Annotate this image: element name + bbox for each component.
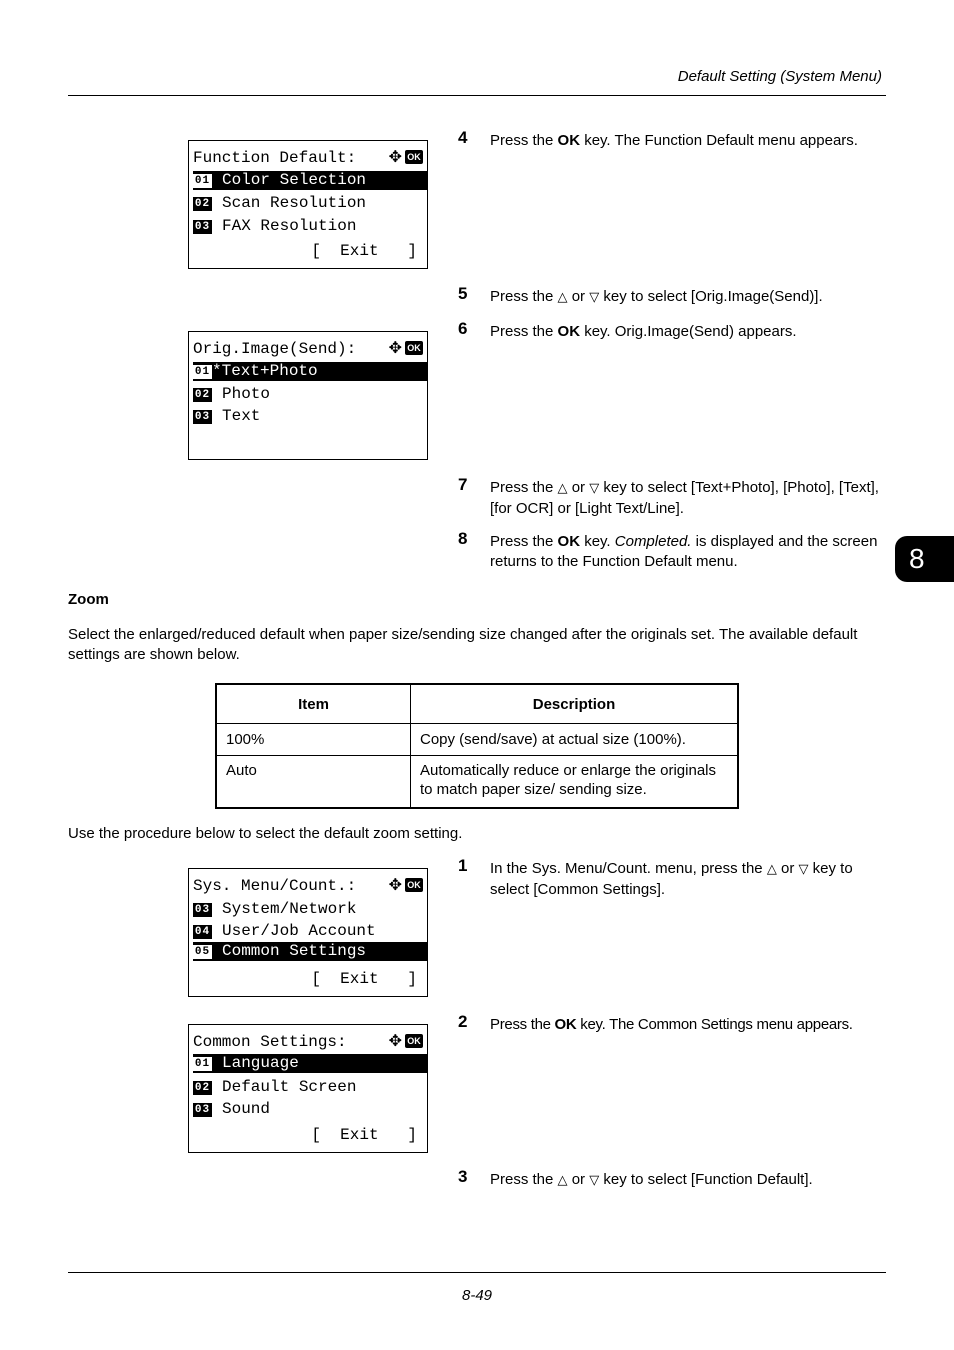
lcd-title: Common Settings: xyxy=(193,1033,347,1051)
item-number: 05 xyxy=(194,946,211,958)
down-arrow-icon: ▽ xyxy=(589,290,600,305)
step-text: Press the OK key. The Common Settings menu appears. xyxy=(490,1016,853,1033)
lcd-function-default xyxy=(188,140,428,269)
ok-key-label: OK xyxy=(554,1016,577,1033)
step-text: Press the △ or ▽ key to select [Orig.Image(Send)]. xyxy=(490,288,823,305)
ok-key-label: OK xyxy=(557,132,581,149)
table-row xyxy=(216,756,738,808)
item-label: Common Settings xyxy=(222,942,367,960)
lcd-title-icons xyxy=(389,1033,423,1049)
table-header-item: Item xyxy=(216,684,411,724)
lcd-menu-item xyxy=(193,1078,427,1097)
table-row xyxy=(216,724,738,756)
zoom-table xyxy=(215,683,739,809)
lcd-title: Sys. Menu/Count.: xyxy=(193,877,357,895)
lcd-menu-item xyxy=(193,900,427,919)
item-label: Default Screen xyxy=(222,1078,357,1096)
item-number: 03 xyxy=(194,1104,211,1116)
step-number: 2 xyxy=(458,1012,468,1031)
ok-key-label: OK xyxy=(557,533,581,550)
step-number: 8 xyxy=(458,529,468,548)
cross-key-icon: ✥ xyxy=(388,875,402,894)
item-label: Photo xyxy=(222,385,271,403)
item-label: FAX Resolution xyxy=(222,217,357,235)
lcd-menu-item xyxy=(193,1100,427,1119)
lcd-common-settings xyxy=(188,1024,428,1153)
up-arrow-icon: △ xyxy=(766,862,777,877)
header-title: Default Setting (System Menu) xyxy=(677,68,882,85)
step-text: In the Sys. Menu/Count. menu, press the △ or ▽ key to select [Common Settings]. xyxy=(490,860,853,898)
item-number: 01 xyxy=(194,1058,211,1070)
lcd-menu-item xyxy=(193,407,427,426)
item-label: User/Job Account xyxy=(222,922,376,940)
down-arrow-icon: ▽ xyxy=(589,481,600,496)
lcd-orig-image xyxy=(188,331,428,460)
header-rule xyxy=(68,95,886,96)
up-arrow-icon: △ xyxy=(557,1173,568,1188)
step-number: 1 xyxy=(458,856,468,875)
page-number: 8-49 xyxy=(461,1287,493,1304)
step-text: Press the OK key. The Function Default menu appears. xyxy=(490,132,858,149)
lcd-exit: [ Exit ] xyxy=(311,970,417,988)
step-number: 7 xyxy=(458,475,468,494)
item-number: 02 xyxy=(194,198,211,210)
step-text: Press the OK key. Orig.Image(Send) appears. xyxy=(490,323,797,340)
down-arrow-icon: ▽ xyxy=(798,862,809,877)
item-number: 01 xyxy=(194,175,211,187)
item-number: 03 xyxy=(194,221,211,233)
lcd-menu-item xyxy=(193,385,427,404)
lcd-sys-menu xyxy=(188,868,428,997)
lcd-menu-item xyxy=(193,1054,427,1073)
lcd-title-icons xyxy=(389,149,423,165)
item-label: Color Selection xyxy=(222,171,367,189)
item-label: Sound xyxy=(222,1100,271,1118)
lcd-title-icons xyxy=(389,877,423,893)
cross-key-icon: ✥ xyxy=(388,1031,402,1050)
item-label: Text xyxy=(222,407,261,425)
down-arrow-icon: ▽ xyxy=(589,1173,600,1188)
table-cell: Copy (send/save) at actual size (100%). xyxy=(411,724,739,756)
item-number: 02 xyxy=(194,389,211,401)
cross-key-icon: ✥ xyxy=(388,147,402,166)
completed-message: Completed. xyxy=(614,533,692,550)
ok-key-label: OK xyxy=(557,323,581,340)
step-text: Press the △ or ▽ key to select [Function Default]. xyxy=(490,1171,813,1188)
ok-key-icon: OK xyxy=(405,341,423,355)
ok-key-icon: OK xyxy=(405,1034,423,1048)
lcd-title-icons xyxy=(389,340,423,356)
item-label: System/Network xyxy=(222,900,357,918)
ok-key-icon: OK xyxy=(405,150,423,164)
table-cell: 100% xyxy=(216,724,411,756)
item-number: 02 xyxy=(194,1082,211,1094)
up-arrow-icon: △ xyxy=(557,290,568,305)
section-heading-zoom: Zoom xyxy=(68,591,109,608)
zoom-intro: Select the enlarged/reduced default when paper size/sending size changed after the originals set. The available default settings are shown below. xyxy=(68,626,858,663)
item-number: 03 xyxy=(194,411,211,423)
ok-key-icon: OK xyxy=(405,878,423,892)
item-number: 04 xyxy=(194,926,211,938)
step-number: 4 xyxy=(458,128,468,147)
step-number: 6 xyxy=(458,319,468,338)
lcd-menu-item xyxy=(193,217,427,236)
cross-key-icon: ✥ xyxy=(388,338,402,357)
up-arrow-icon: △ xyxy=(557,481,568,496)
lcd-menu-item xyxy=(193,362,427,381)
table-cell: Auto xyxy=(216,756,411,808)
step-text: Press the OK key. Completed. is displayed and the screen returns to the Function Default menu. xyxy=(490,533,878,570)
lcd-title: Orig.Image(Send): xyxy=(193,340,357,358)
step-number: 3 xyxy=(458,1167,468,1186)
lcd-menu-item xyxy=(193,942,427,961)
lcd-exit: [ Exit ] xyxy=(311,1126,417,1144)
item-label: Scan Resolution xyxy=(222,194,367,212)
step-number: 5 xyxy=(458,284,468,303)
lcd-menu-item xyxy=(193,922,427,941)
table-header-row xyxy=(216,684,738,724)
item-number: 03 xyxy=(194,904,211,916)
table-header-description: Description xyxy=(411,684,739,724)
item-label: Language xyxy=(222,1054,299,1072)
footer-rule xyxy=(68,1272,886,1273)
chapter-tab: 8 xyxy=(895,536,954,582)
procedure-intro: Use the procedure below to select the default zoom setting. xyxy=(68,825,463,842)
lcd-exit: [ Exit ] xyxy=(311,242,417,260)
lcd-title: Function Default: xyxy=(193,149,357,167)
item-number: 01 xyxy=(194,366,211,378)
step-text: Press the △ or ▽ key to select [Text+Photo], [Photo], [Text], [for OCR] or [Light Text/Line]. xyxy=(490,479,879,517)
lcd-menu-item xyxy=(193,194,427,213)
table-cell: Automatically reduce or enlarge the originals to match paper size/ sending size. xyxy=(411,756,739,808)
item-label: *Text+Photo xyxy=(212,362,318,380)
lcd-menu-item xyxy=(193,171,427,190)
